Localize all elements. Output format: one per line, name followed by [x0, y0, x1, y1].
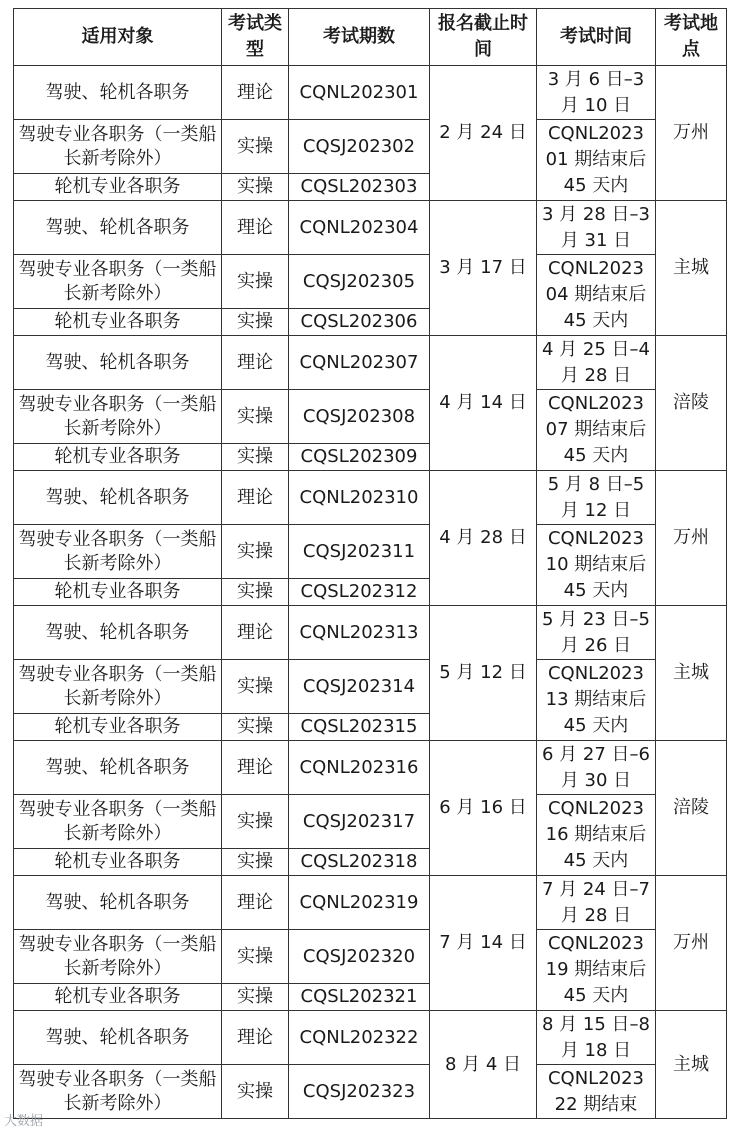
cell-code: CQSL202303: [289, 174, 430, 201]
cell-time-range: 4 月 25 日–4 月 28 日: [537, 336, 656, 390]
cell-location: 主城: [656, 1011, 727, 1119]
cell-time-range: 3 月 28 日–3 月 31 日: [537, 201, 656, 255]
cell-target: 驾驶专业各职务（一类船长新考除外）: [14, 525, 222, 579]
cell-type: 实操: [222, 984, 289, 1011]
table-row: [14, 471, 727, 525]
cell-location: 万州: [656, 66, 727, 201]
cell-type: 理论: [222, 471, 289, 525]
table-row: [14, 876, 727, 930]
cell-type: 实操: [222, 660, 289, 714]
cell-deadline: 4 月 28 日: [430, 471, 537, 606]
cell-time-after: CQNL2023 10 期结束后 45 天内: [537, 525, 656, 606]
header-location: 考试地点: [656, 9, 727, 66]
cell-time-after: CQNL2023 04 期结束后 45 天内: [537, 255, 656, 336]
cell-code: CQNL202322: [289, 1011, 430, 1065]
table-row: [14, 201, 727, 255]
cell-deadline: 5 月 12 日: [430, 606, 537, 741]
header-code: 考试期数: [289, 9, 430, 66]
cell-time-range: 7 月 24 日–7 月 28 日: [537, 876, 656, 930]
cell-location: 主城: [656, 201, 727, 336]
cell-type: 实操: [222, 795, 289, 849]
cell-deadline: 8 月 4 日: [430, 1011, 537, 1119]
cell-target: 轮机专业各职务: [14, 174, 222, 201]
cell-code: CQSJ202305: [289, 255, 430, 309]
table-row: [14, 930, 727, 984]
cell-type: 实操: [222, 120, 289, 174]
header-type: 考试类型: [222, 9, 289, 66]
cell-target: 驾驶、轮机各职务: [14, 741, 222, 795]
cell-location: 主城: [656, 606, 727, 741]
cell-code: CQSL202312: [289, 579, 430, 606]
cell-time-range: 5 月 23 日–5 月 26 日: [537, 606, 656, 660]
cell-deadline: 7 月 14 日: [430, 876, 537, 1011]
cell-target: 驾驶专业各职务（一类船长新考除外）: [14, 390, 222, 444]
cell-target: 驾驶、轮机各职务: [14, 606, 222, 660]
cell-deadline: 2 月 24 日: [430, 66, 537, 201]
cell-type: 实操: [222, 714, 289, 741]
cell-type: 实操: [222, 390, 289, 444]
cell-type: 实操: [222, 444, 289, 471]
cell-location: 万州: [656, 876, 727, 1011]
cell-time-after: CQNL2023 07 期结束后 45 天内: [537, 390, 656, 471]
cell-time-after: CQNL2023 13 期结束后 45 天内: [537, 660, 656, 741]
cell-code: CQNL202301: [289, 66, 430, 120]
table-row: [14, 390, 727, 444]
cell-type: 理论: [222, 201, 289, 255]
table-row: [14, 1011, 727, 1065]
cell-code: CQNL202316: [289, 741, 430, 795]
cell-target: 驾驶专业各职务（一类船长新考除外）: [14, 795, 222, 849]
cell-type: 实操: [222, 930, 289, 984]
cell-time-after: CQNL2023 16 期结束后 45 天内: [537, 795, 656, 876]
cell-code: CQNL202304: [289, 201, 430, 255]
cell-time-after: CQNL2023 22 期结束: [537, 1065, 656, 1119]
cell-target: 驾驶、轮机各职务: [14, 66, 222, 120]
table-row: [14, 66, 727, 120]
cell-target: 驾驶专业各职务（一类船长新考除外）: [14, 255, 222, 309]
cell-code: CQSJ202323: [289, 1065, 430, 1119]
cell-location: 涪陵: [656, 741, 727, 876]
cell-code: CQSJ202308: [289, 390, 430, 444]
cell-type: 理论: [222, 876, 289, 930]
cell-deadline: 4 月 14 日: [430, 336, 537, 471]
cell-type: 实操: [222, 525, 289, 579]
cell-target: 轮机专业各职务: [14, 849, 222, 876]
cell-code: CQSL202315: [289, 714, 430, 741]
cell-target: 驾驶、轮机各职务: [14, 471, 222, 525]
cell-type: 实操: [222, 849, 289, 876]
cell-code: CQSJ202314: [289, 660, 430, 714]
cell-location: 万州: [656, 471, 727, 606]
header-time: 考试时间: [537, 9, 656, 66]
cell-type: 理论: [222, 336, 289, 390]
cell-target: 驾驶、轮机各职务: [14, 876, 222, 930]
cell-target: 轮机专业各职务: [14, 309, 222, 336]
cell-target: 驾驶专业各职务（一类船长新考除外）: [14, 120, 222, 174]
cell-code: CQSL202309: [289, 444, 430, 471]
table-row: [14, 525, 727, 579]
cell-location: 涪陵: [656, 336, 727, 471]
cell-type: 实操: [222, 579, 289, 606]
cell-time-range: 3 月 6 日–3 月 10 日: [537, 66, 656, 120]
cell-code: CQNL202310: [289, 471, 430, 525]
table-row: [14, 660, 727, 714]
cell-code: CQSL202318: [289, 849, 430, 876]
cell-target: 驾驶专业各职务（一类船长新考除外）: [14, 930, 222, 984]
cell-type: 实操: [222, 309, 289, 336]
cell-type: 实操: [222, 174, 289, 201]
cell-code: CQSJ202311: [289, 525, 430, 579]
header-row: [14, 9, 727, 66]
table-row: [14, 120, 727, 174]
cell-target: 轮机专业各职务: [14, 444, 222, 471]
cell-time-range: 8 月 15 日–8 月 18 日: [537, 1011, 656, 1065]
cell-target: 驾驶、轮机各职务: [14, 1011, 222, 1065]
cell-type: 实操: [222, 255, 289, 309]
cell-time-after: CQNL2023 19 期结束后 45 天内: [537, 930, 656, 1011]
cell-target: 轮机专业各职务: [14, 984, 222, 1011]
cell-deadline: 3 月 17 日: [430, 201, 537, 336]
cell-time-range: 6 月 27 日–6 月 30 日: [537, 741, 656, 795]
cell-target: 驾驶专业各职务（一类船长新考除外）: [14, 660, 222, 714]
cell-type: 理论: [222, 741, 289, 795]
watermark: 大数据: [4, 1114, 44, 1129]
table-row: [14, 741, 727, 795]
cell-deadline: 6 月 16 日: [430, 741, 537, 876]
table-row: [14, 606, 727, 660]
cell-target: 驾驶、轮机各职务: [14, 336, 222, 390]
cell-type: 理论: [222, 1011, 289, 1065]
cell-time-range: 5 月 8 日–5 月 12 日: [537, 471, 656, 525]
cell-type: 实操: [222, 1065, 289, 1119]
table-row: [14, 795, 727, 849]
exam-schedule-table: [13, 8, 727, 1119]
cell-code: CQNL202307: [289, 336, 430, 390]
cell-type: 理论: [222, 66, 289, 120]
cell-code: CQSJ202302: [289, 120, 430, 174]
cell-target: 轮机专业各职务: [14, 714, 222, 741]
cell-target: 轮机专业各职务: [14, 579, 222, 606]
cell-target: 驾驶、轮机各职务: [14, 201, 222, 255]
cell-code: CQNL202313: [289, 606, 430, 660]
table-row: [14, 255, 727, 309]
table-row: [14, 336, 727, 390]
cell-type: 理论: [222, 606, 289, 660]
cell-target: 驾驶专业各职务（一类船长新考除外）: [14, 1065, 222, 1119]
cell-code: CQSJ202320: [289, 930, 430, 984]
cell-code: CQSL202321: [289, 984, 430, 1011]
cell-code: CQSL202306: [289, 309, 430, 336]
cell-code: CQNL202319: [289, 876, 430, 930]
header-target: 适用对象: [14, 9, 222, 66]
table-row: [14, 1065, 727, 1119]
table-body: [14, 66, 727, 1119]
header-deadline: 报名截止时间: [430, 9, 537, 66]
cell-time-after: CQNL2023 01 期结束后 45 天内: [537, 120, 656, 201]
cell-code: CQSJ202317: [289, 795, 430, 849]
